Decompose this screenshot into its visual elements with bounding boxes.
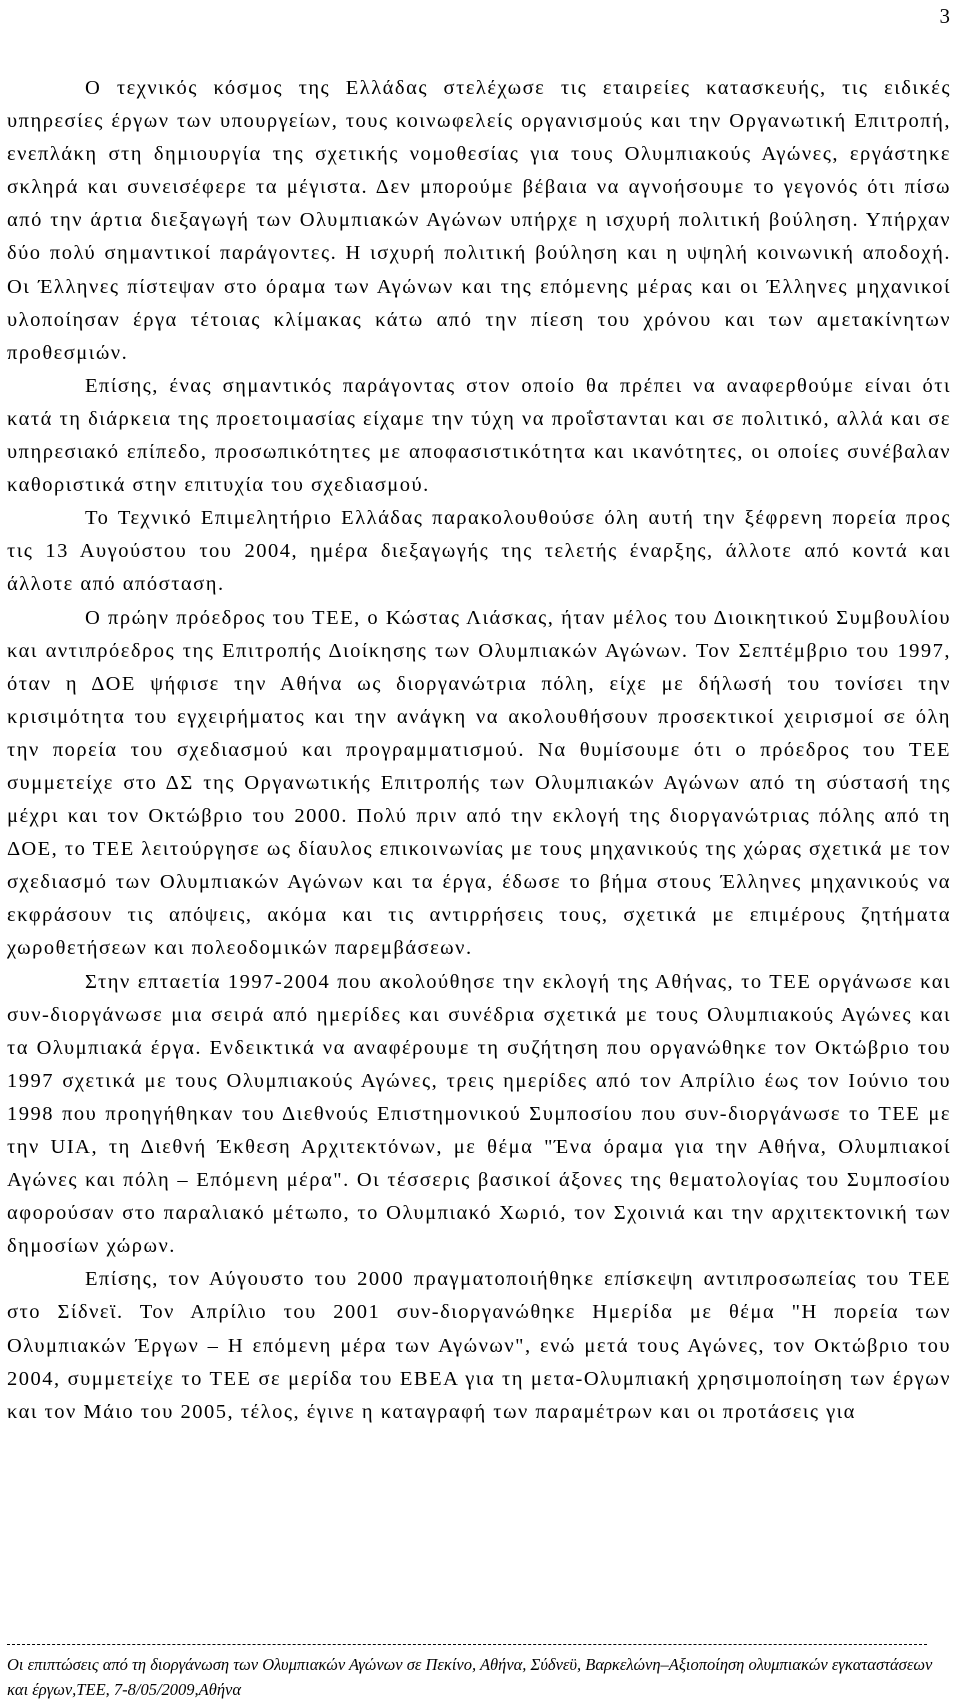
page-number: 3 bbox=[939, 4, 950, 28]
paragraph-sydney-visit: Επίσης, τον Αύγουστο του 2000 πραγματοποιήθηκε επίσκεψη αντιπροσωπείας του ΤΕΕ στο Σίδνεϊ. Τον Απρίλιο του 2001 συν-διοργανώθηκε Ημερίδα με θέμα "Η πορεία των Ολυμπιακών Έργων – Η επόμενη μέρα των Αγώνων", ενώ μετά τους Αγώνες, τον Οκτώβριο του 2004, συμμετείχε το ΤΕΕ σε μερίδα του ΕΒΕΑ για τη μετα-Ολυμπιακή χρησιμοποίηση των έργων και τον Μάιο του 2005, τέλος, έγινε η καταγραφή των παραμέτρων και οι προτάσεις για bbox=[7, 1268, 951, 1423]
paragraph-former-president: Ο πρώην πρόεδρος του ΤΕΕ, ο Κώστας Λιάσκας, ήταν μέλος του Διοικητικού Συμβουλίου και αντιπρόεδρος της Επιτροπής Διοίκησης των Ολυμπιακών Αγώνων. Τον Σεπτέμβριο του 1997, όταν η ΔΟΕ ψήφισε την Αθήνα ως διοργανώτρια πόλη, είχε με δήλωσή του τονίσει την κρισιμότητα του εγχειρήματος και την ανάγκη να ακολουθήσουν προσεκτικοί χειρισμοί σε όλη την πορεία του σχεδιασμού και προγραμματισμού. Να θυμίσουμε ότι ο πρόεδρος του ΤΕΕ συμμετείχε στο ΔΣ της Οργανωτικής Επιτροπής των Ολυμπιακών Αγώνων από τη σύστασή της μέχρι και τον Οκτώβριο του 2000. Πολύ πριν από την εκλογή της διοργανώτριας πόλης από τη ΔΟΕ, το ΤΕΕ λειτούργησε ως δίαυλος επικοινωνίας με τους μηχανικούς της χώρας σχετικά με τον σχεδιασμό των Ολυμπιακών Αγώνων και τα έργα, έδωσε το βήμα στους Έλληνες μηχανικούς να εκφράσουν τις απόψεις, ακόμα και τις αντιρρήσεις τους, σχετικά με επιμέρους ζητήματα χωροθετήσεων και πολεοδομικών παρεμβάσεων. bbox=[7, 606, 951, 960]
paragraph-technical-world: Ο τεχνικός κόσμος της Ελλάδας στελέχωσε τις εταιρείες κατασκευής, τις ειδικές υπηρεσίες έργων των υπουργείων, τους κοινωφελείς οργανισμούς και την Οργανωτική Επιτροπή, ενεπλάκη στη δημιουργία της σχετικής νομοθεσίας για τους Ολυμπιακούς Αγώνες, εργάστηκε σκληρά και συνεισέφερε τα μέγιστα. Δεν μπορούμε βέβαια να αγνοήσουμε το γεγονός ότι πίσω από την άρτια διεξαγωγή των Ολυμπιακών Αγώνων υπήρχε η ισχυρή πολιτική βούληση. Υπήρχαν δύο πολύ σημαντικοί παράγοντες. Η ισχυρή πολιτική βούληση και η υψηλή κοινωνική αποδοχή. Οι Έλληνες πίστεψαν στο όραμα των Αγώνων και της επόμενης μέρας και οι Έλληνες μηχανικοί υλοποίησαν έργα τέτοιας κλίμακας κάτω από την πίεση του χρόνου και των αμετακίνητων προθεσμιών. bbox=[7, 77, 951, 364]
paragraph-tee-followed: Το Τεχνικό Επιμελητήριο Ελλάδας παρακολουθούσε όλη αυτή την ξέφρενη πορεία προς τις 13 Αυγούστου του 2004, ημέρα διεξαγωγής της τελετής έναρξης, άλλοτε από κοντά και άλλοτε από απόσταση. bbox=[7, 507, 951, 596]
paragraph-seven-years: Στην επταετία 1997-2004 που ακολούθησε την εκλογή της Αθήνας, το ΤΕΕ οργάνωσε και συν-διοργάνωσε μια σειρά από ημερίδες και συνέδρια σχετικά με τους Ολυμπιακούς Αγώνες και τα Ολυμπιακά έργα. Ενδεικτικά να αναφέρουμε τη συζήτηση που οργανώθηκε τον Οκτώβριο του 1997 σχετικά με τους Ολυμπιακούς Αγώνες, τρεις ημερίδες από τον Απρίλιο έως τον Ιούνιο του 1998 που προηγήθηκαν του Διεθνούς Επιστημονικού Συμποσίου που συν-διοργάνωσε το ΤΕΕ με την UIA, τη Διεθνή Έκθεση Αρχιτεκτόνων, με θέμα "Ένα όραμα για την Αθήνα, Ολυμπιακοί Αγώνες και πόλη – Επόμενη μέρα". Οι τέσσερις βασικοί άξονες της θεματολογίας του Συμποσίου αφορούσαν στο παραλιακό μέτωπο, το Ολυμπιακό Χωριό, τον Σχοινιά και την αρχιτεκτονική των δημοσίων χώρων. bbox=[7, 970, 951, 1258]
footer-note: Οι επιπτώσεις από τη διοργάνωση των Ολυμπιακών Αγώνων σε Πεκίνο, Αθήνα, Σύδνεϋ, Βαρκελώνη–Αξιοποίηση ολυμπιακών εγκαταστάσεων και έργων,ΤΕΕ, 7-8/05/2009,Αθήνα bbox=[7, 1655, 933, 1699]
footer-divider bbox=[7, 1644, 927, 1645]
paragraph-key-factor: Επίσης, ένας σημαντικός παράγοντας στον οποίο θα πρέπει να αναφερθούμε είναι ότι κατά τη διάρκεια της προετοιμασίας είχαμε την τύχη να προΐστανται και σε πολιτικό, αλλά και σε υπηρεσιακό επίπεδο, προσωπικότητες με αποφασιστικότητα και ικανότητες, οι οποίες συνέβαλαν καθοριστικά στην επιτυχία του σχεδιασμού. bbox=[7, 374, 951, 497]
document-body bbox=[7, 72, 951, 1429]
